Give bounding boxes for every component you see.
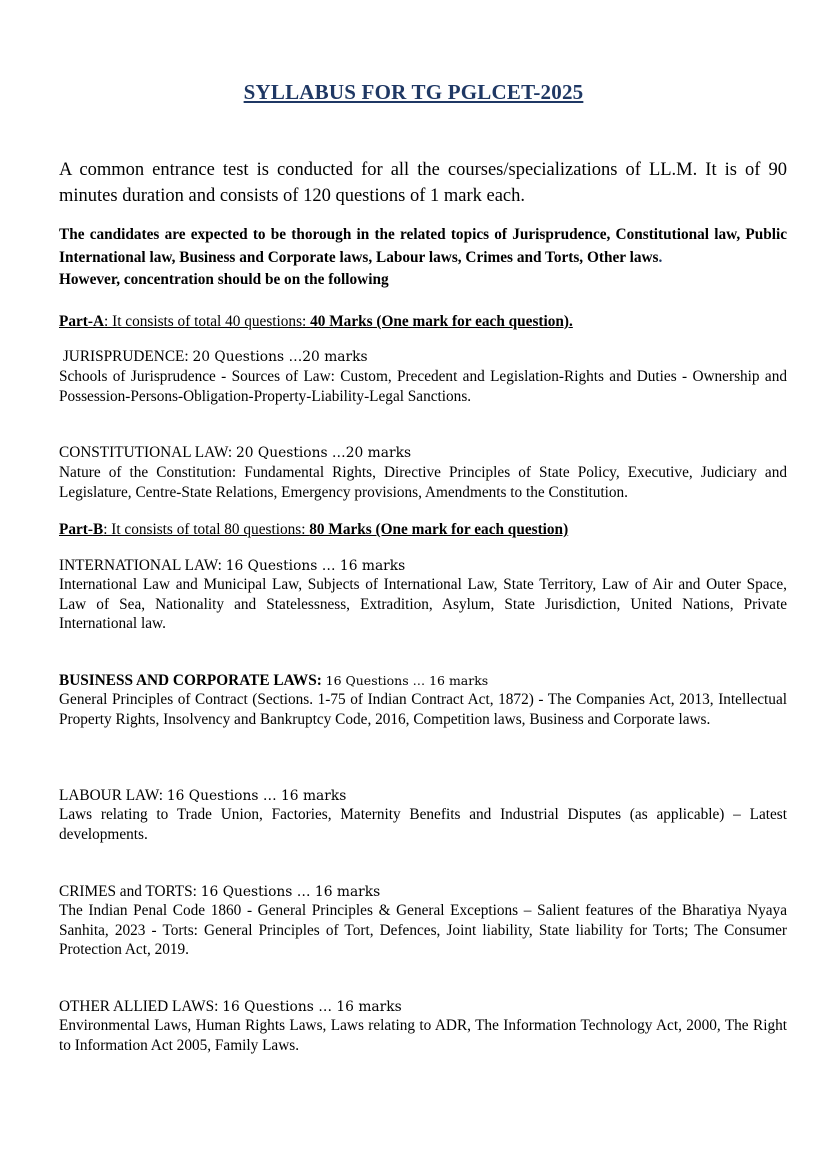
part-a-text: : It consists of total 40 questions: — [104, 313, 311, 330]
labour-questions: 16 Questions … 16 marks — [166, 788, 347, 804]
other-questions: 16 Questions … 16 marks — [222, 999, 402, 1015]
business-name: BUSINESS AND CORPORATE LAWS: — [59, 672, 326, 689]
expectation-end: . — [658, 248, 663, 266]
jurisprudence-name: JURISPRUDENCE: — [59, 348, 193, 365]
crimes-questions: 16 Questions … 16 marks — [200, 884, 381, 900]
part-b-marks: 80 Marks (One mark for each question) — [309, 521, 569, 538]
crimes-body: The Indian Penal Code 1860 - General Principles & General Exceptions – Salient features of the Bharatiya Nyaya Sanhita, 2023 - Torts: General Principles of Tort, Defences, Joint liability, State liability for Torts; The Consumer Protection Act, 2019. — [59, 902, 787, 959]
international-body: International Law and Municipal Law, Subjects of International Law, State Territory, Law of Air and Outer Space, Law of Sea, Nationality and Statelessness, Extradition, Asylum, State Jurisdiction, United Nations, Private International law. — [59, 576, 787, 633]
jurisprudence-questions: 20 Questions …20 marks — [192, 349, 368, 365]
part-b-text: : It consists of total 80 questions: — [103, 521, 310, 538]
crimes-name: CRIMES and TORTS: — [59, 883, 201, 900]
constitutional-questions: 20 Questions …20 marks — [235, 445, 412, 461]
jurisprudence-heading — [59, 347, 787, 367]
labour-heading — [59, 786, 787, 806]
international-heading — [59, 556, 787, 576]
crimes-heading — [59, 882, 787, 902]
expectation-text-2: However, concentration should be on the following — [59, 271, 389, 288]
constitutional-name: CONSTITUTIONAL LAW: — [59, 444, 236, 461]
intro-paragraph: A common entrance test is conducted for all the courses/specializations of LL.M. It is of 90 minutes duration and consists of 120 questions of 1 mark each. — [59, 160, 787, 206]
part-a-marks: 40 Marks (One mark for each question). — [310, 313, 573, 330]
constitutional-heading — [59, 443, 787, 463]
constitutional-body: Nature of the Constitution: Fundamental Rights, Directive Principles of State Policy, Executive, Judiciary and Legislature, Centre-State Relations, Emergency provisions, Amendments to the Constitution. — [59, 464, 787, 501]
other-body: Environmental Laws, Human Rights Laws, Laws relating to ADR, The Information Technology Act, 2000, The Right to Information Act 2005, Family Laws. — [59, 1017, 787, 1054]
international-questions: 16 Questions … 16 marks — [225, 558, 406, 574]
jurisprudence-body: Schools of Jurisprudence - Sources of Law: Custom, Precedent and Legislation-Rights and Duties - Ownership and Possession-Persons-Obligation-Property-Liability-Legal Sanctions. — [59, 368, 787, 405]
labour-body: Laws relating to Trade Union, Factories, Maternity Benefits and Industrial Disputes (as applicable) – Latest developments. — [59, 806, 787, 843]
other-name: OTHER ALLIED LAWS: — [59, 998, 223, 1015]
business-heading — [59, 671, 787, 691]
page-title: SYLLABUS FOR TG PGLCET-2025 — [243, 80, 584, 104]
business-body: General Principles of Contract (Sections. 1-75 of Indian Contract Act, 1872) - The Companies Act, 2013, Intellectual Property Rights, Insolvency and Bankruptcy Code, 2016, Competition laws, Business and Corporate laws. — [59, 691, 787, 728]
expectation-text: The candidates are expected to be thorough in the related topics of Jurisprudence, Constitutional law, Public International law, Business and Corporate laws, Labour laws, Crimes and Torts, Other laws — [59, 226, 787, 266]
expectation-paragraph — [59, 224, 787, 292]
business-questions: 16 Questions … 16 marks — [325, 673, 489, 688]
part-a-heading — [59, 312, 787, 332]
part-b-label: Part-B — [59, 521, 104, 538]
part-a-label: Part-A — [59, 313, 105, 330]
other-heading — [59, 997, 787, 1017]
international-name: INTERNATIONAL LAW: — [59, 557, 226, 574]
labour-name: LABOUR LAW: — [59, 787, 167, 804]
part-b-heading — [59, 520, 787, 540]
